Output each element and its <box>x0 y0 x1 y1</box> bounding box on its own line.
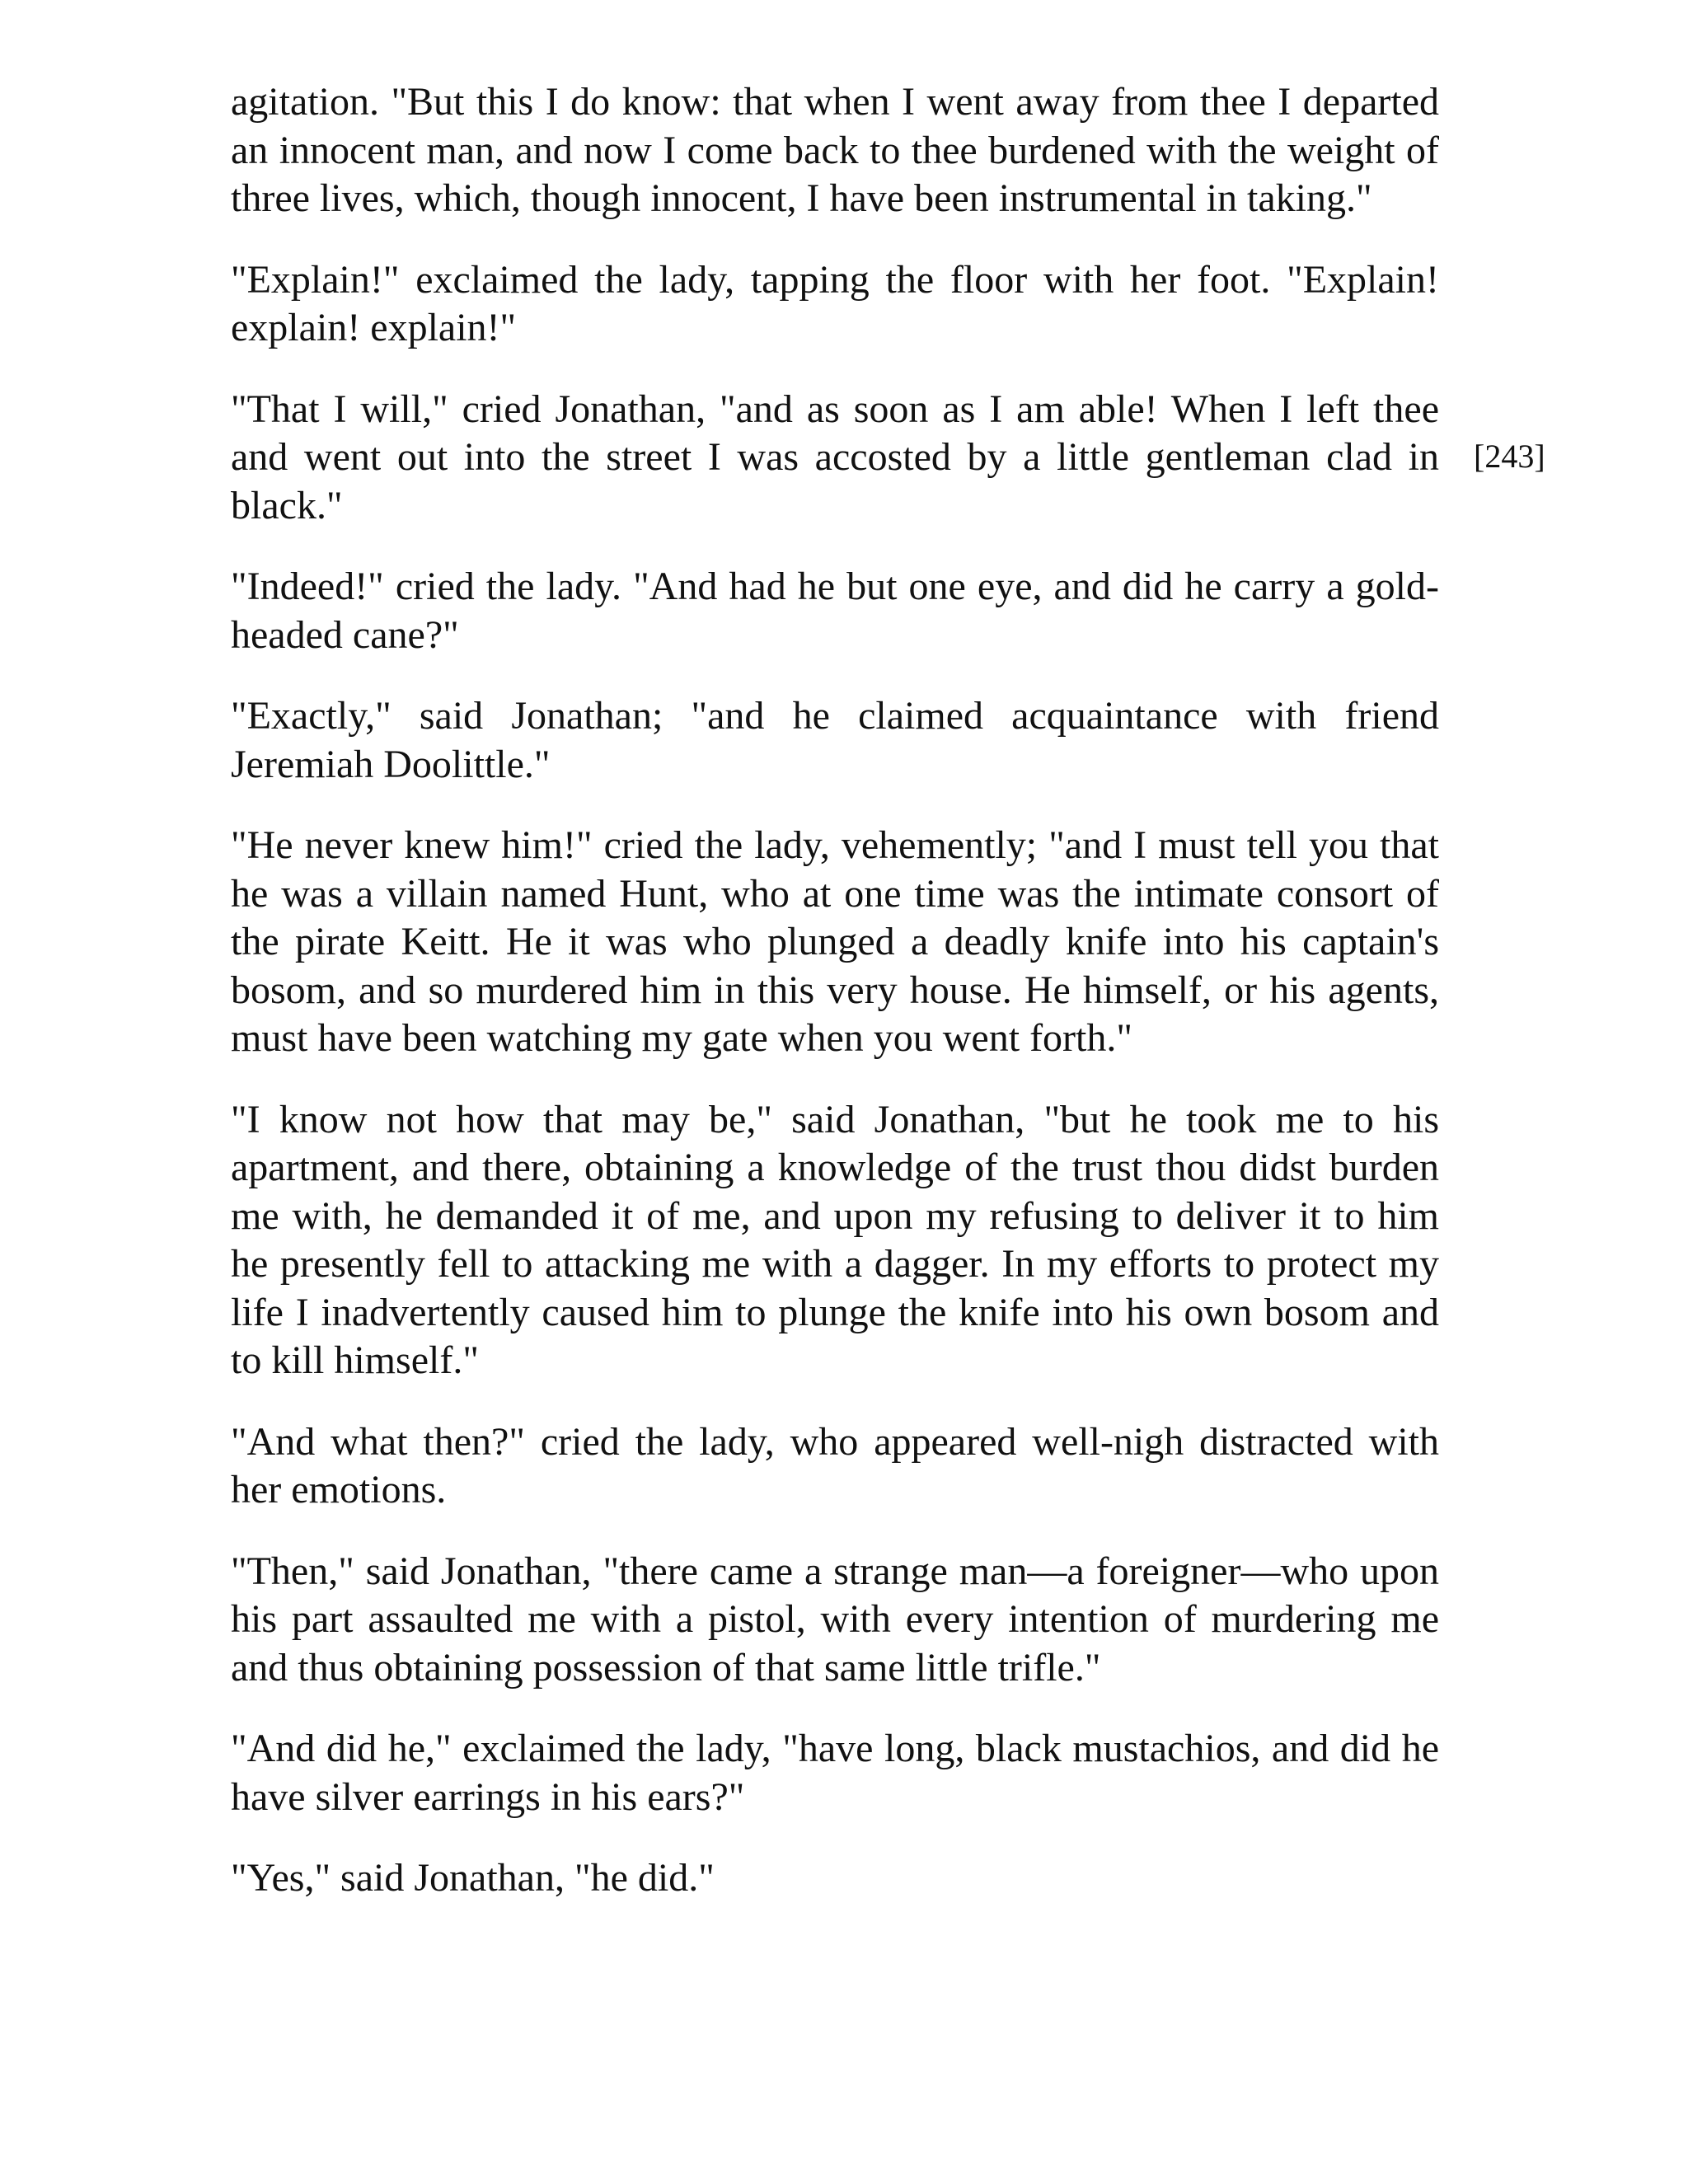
paragraph: agitation. "But this I do know: that when I went away from thee I departed an innocent man, and now I come back to thee burdened with the weight of three lives, which, though innocent, I have been instrumental in taking." <box>231 80 1439 220</box>
paragraph: "Indeed!" cried the lady. "And had he but one eye, and did he carry a gold-headed cane?" <box>231 565 1439 657</box>
paragraph: "Explain!" exclaimed the lady, tapping the floor with her foot. "Explain! explain! explain!" <box>231 257 1439 349</box>
paragraph: "Then," said Jonathan, "there came a strange man—a foreigner—who upon his part assaulted me with a pistol, with every intention of murdering me and thus obtaining possession of that same little trifle." <box>231 1549 1439 1690</box>
body-text <box>231 78 1439 1936</box>
paragraph: "And did he," exclaimed the lady, "have long, black mustachios, and did he have silver earrings in his ears?" <box>231 1727 1439 1819</box>
paragraph: "And what then?" cried the lady, who appeared well-nigh distracted with her emotions. <box>231 1419 1439 1511</box>
paragraph: "Yes," said Jonathan, "he did." <box>231 1856 715 1900</box>
paragraph: "He never knew him!" cried the lady, vehemently; "and I must tell you that he was a villain named Hunt, who at one time was the intimate consort of the pirate Keitt. He it was who plunged a deadly knife into his captain's bosom, and so murdered him in this very house. He himself, or his agents, must have been watching my gate when you went forth." <box>231 823 1439 1060</box>
paragraph: "I know not how that may be," said Jonathan, "but he took me to his apartment, and there, obtaining a knowledge of the trust thou didst burden me with, he demanded it of me, and upon my refusing to deliver it to him he presently fell to attacking me with a dagger. In my efforts to protect my life I inadvertently caused him to plunge the knife into his own bosom and to kill himself." <box>231 1097 1439 1382</box>
paragraph: "That I will," cried Jonathan, "and as soon as I am able! When I left thee and went out into the street I was accosted by a little gentleman clad in black." <box>231 387 1439 527</box>
page-number: [243] <box>1474 438 1545 475</box>
paragraph: "Exactly," said Jonathan; "and he claimed acquaintance with friend Jeremiah Doolittle." <box>231 694 1439 786</box>
